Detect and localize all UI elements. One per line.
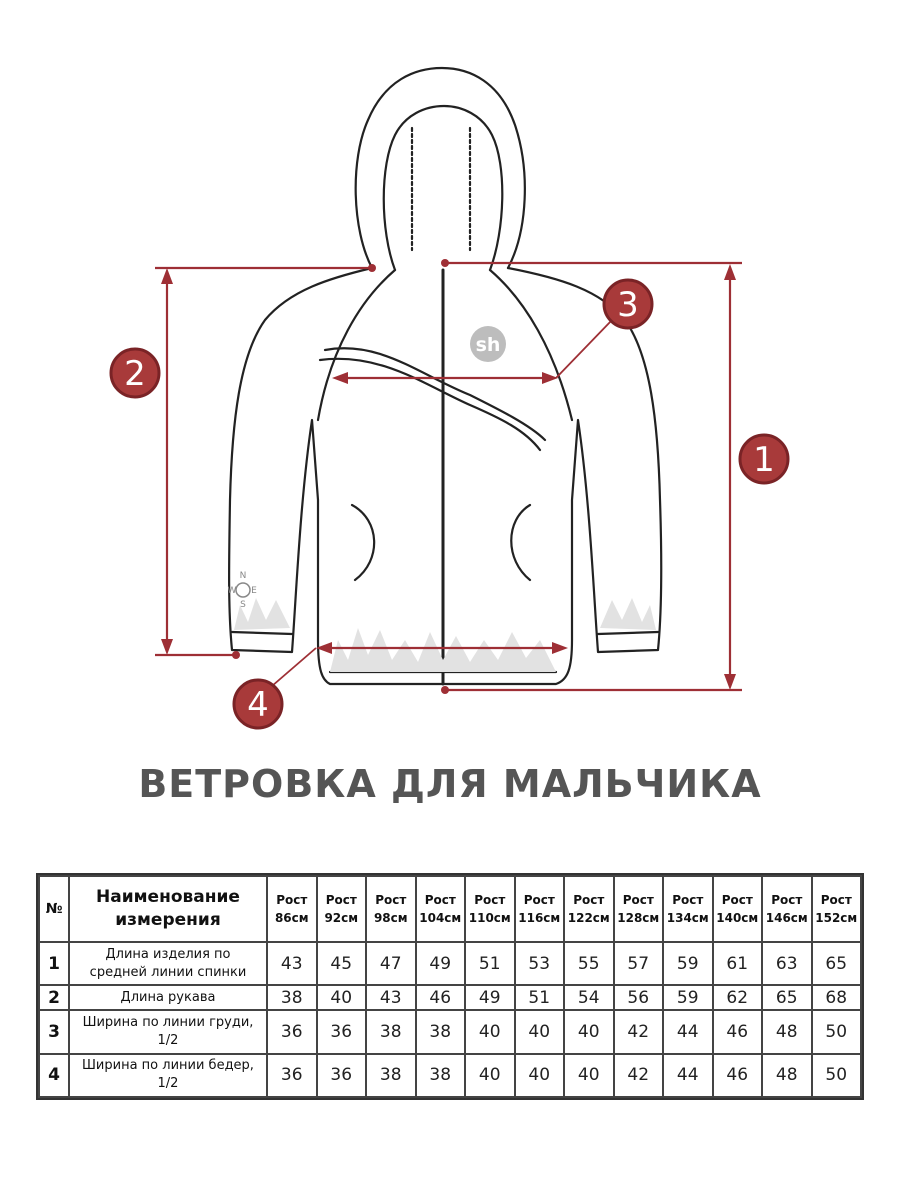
table-cell-value: 54: [565, 986, 613, 1009]
table-cell-value: 46: [714, 1055, 762, 1096]
svg-text:S: S: [240, 600, 246, 610]
row-measurement-name: Длина изделия по средней линии спинки: [70, 943, 266, 984]
table-cell-value: 40: [318, 986, 366, 1009]
jacket-outline: [229, 268, 661, 684]
table-cell-value: 36: [268, 1011, 316, 1052]
brand-logo: [470, 326, 506, 362]
table-cell-value: 40: [516, 1055, 564, 1096]
svg-text:3: 3: [617, 285, 639, 325]
table-cell-value: 50: [813, 1055, 861, 1096]
table-cell-value: 45: [318, 943, 366, 984]
header-size: Рост 104см: [417, 877, 465, 941]
svg-text:E: E: [251, 586, 257, 596]
marker-4: [234, 680, 282, 728]
hood-inner-outline: [384, 106, 503, 270]
row-number: 4: [40, 1055, 68, 1096]
table-cell-value: 38: [417, 1055, 465, 1096]
table-cell-value: 46: [417, 986, 465, 1009]
table-cell-value: 43: [268, 943, 316, 984]
svg-text:1: 1: [753, 440, 775, 480]
table-row: [40, 986, 860, 1009]
marker-2: [111, 349, 159, 397]
table-header-row: [40, 877, 860, 941]
right-pocket: [511, 505, 530, 580]
svg-text:N: N: [239, 571, 247, 581]
left-pocket: [352, 505, 374, 580]
table-cell-value: 42: [615, 1055, 663, 1096]
header-size: Рост 146см: [763, 877, 811, 941]
table-cell-value: 36: [268, 1055, 316, 1096]
table-cell-value: 51: [466, 943, 514, 984]
table-cell-value: 36: [318, 1011, 366, 1052]
header-number: №: [40, 877, 68, 941]
compass-icon: [228, 571, 258, 610]
table-cell-value: 44: [664, 1011, 712, 1052]
table-cell-value: 50: [813, 1011, 861, 1052]
table-cell-value: 46: [714, 1011, 762, 1052]
header-size: Рост 116см: [516, 877, 564, 941]
table-cell-value: 48: [763, 1055, 811, 1096]
size-table: [36, 873, 864, 1100]
table-cell-value: 51: [516, 986, 564, 1009]
header-size: Рост 128см: [615, 877, 663, 941]
table-cell-value: 62: [714, 986, 762, 1009]
table-cell-value: 59: [664, 986, 712, 1009]
header-size: Рост 152см: [813, 877, 861, 941]
table-cell-value: 40: [466, 1055, 514, 1096]
table-cell-value: 59: [664, 943, 712, 984]
table-row: [40, 1011, 860, 1052]
header-size: Рост 122см: [565, 877, 613, 941]
svg-text:W: W: [227, 586, 237, 596]
row-number: 1: [40, 943, 68, 984]
table-cell-value: 47: [367, 943, 415, 984]
header-size: Рост 140см: [714, 877, 762, 941]
row-number: 2: [40, 986, 68, 1009]
svg-text:2: 2: [124, 354, 146, 394]
table-cell-value: 38: [367, 1011, 415, 1052]
table-cell-value: 65: [813, 943, 861, 984]
table-cell-value: 36: [318, 1055, 366, 1096]
table-cell-value: 43: [367, 986, 415, 1009]
table-cell-value: 40: [516, 1011, 564, 1052]
table-cell-value: 53: [516, 943, 564, 984]
header-size: Рост 92см: [318, 877, 366, 941]
svg-text:sh: sh: [475, 334, 501, 356]
table-cell-value: 57: [615, 943, 663, 984]
table-row: [40, 1055, 860, 1096]
table-cell-value: 49: [417, 943, 465, 984]
table-cell-value: 38: [417, 1011, 465, 1052]
header-size: Рост 134см: [664, 877, 712, 941]
table-cell-value: 56: [615, 986, 663, 1009]
table-cell-value: 65: [763, 986, 811, 1009]
row-measurement-name: Длина рукава: [70, 986, 266, 1009]
row-measurement-name: Ширина по линии бедер, 1/2: [70, 1055, 266, 1096]
page-title: ВЕТРОВКА ДЛЯ МАЛЬЧИКА: [138, 762, 762, 806]
marker-1: [740, 435, 788, 483]
svg-text:4: 4: [247, 685, 269, 725]
header-measurement: Наименование измерения: [70, 877, 266, 941]
table-row: [40, 943, 860, 984]
table-cell-value: 40: [466, 1011, 514, 1052]
marker-3: [604, 280, 652, 328]
table-cell-value: 68: [813, 986, 861, 1009]
row-number: 3: [40, 1011, 68, 1052]
table-cell-value: 40: [565, 1055, 613, 1096]
table-cell-value: 40: [565, 1011, 613, 1052]
table-cell-value: 49: [466, 986, 514, 1009]
header-size: Рост 86см: [268, 877, 316, 941]
table-cell-value: 38: [268, 986, 316, 1009]
table-cell-value: 48: [763, 1011, 811, 1052]
header-size: Рост 98см: [367, 877, 415, 941]
table-cell-value: 44: [664, 1055, 712, 1096]
header-size: Рост 110см: [466, 877, 514, 941]
table-cell-value: 61: [714, 943, 762, 984]
table-cell-value: 63: [763, 943, 811, 984]
table-cell-value: 42: [615, 1011, 663, 1052]
row-measurement-name: Ширина по линии груди, 1/2: [70, 1011, 266, 1052]
table-cell-value: 38: [367, 1055, 415, 1096]
table-cell-value: 55: [565, 943, 613, 984]
